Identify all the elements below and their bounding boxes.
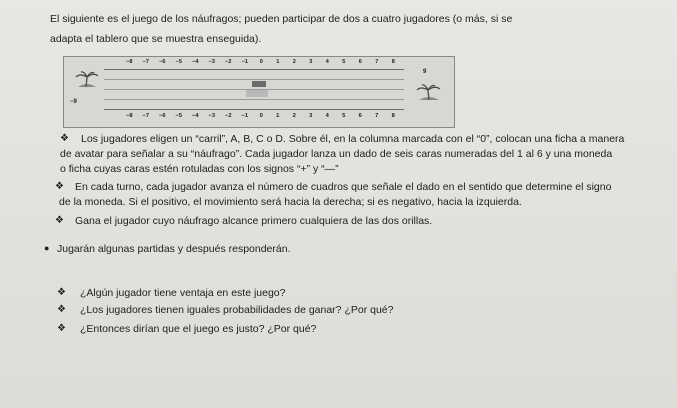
board-bottom-number: −5 xyxy=(175,113,183,119)
diamond-bullet-icon: ❖ xyxy=(57,287,66,298)
board-top-number: −2 xyxy=(225,59,232,65)
board-top-number: −7 xyxy=(142,59,149,65)
board-bottom-number: −3 xyxy=(208,113,216,119)
board-bottom-number: −6 xyxy=(158,113,166,119)
board-bottom-number: −7 xyxy=(142,113,150,119)
board-top-number: −6 xyxy=(159,59,166,65)
board-top-number: −1 xyxy=(241,59,248,65)
board-bottom-numbers xyxy=(121,113,402,119)
diamond-bullet-icon: ❖ xyxy=(55,215,64,226)
intro-line-1: El siguiente es el juego de los náufragos; pueden participar de dos a cuatro jugadores (o más, si se xyxy=(50,13,513,25)
board-top-numbers xyxy=(121,59,402,65)
round-bullet-icon: ● xyxy=(44,243,50,253)
board-bottom-number: 8 xyxy=(391,113,395,119)
rule-1-line-1: Los jugadores eligen un “carril”, A, B, C o D. Sobre él, en la columna marcada con el “0”, colocan una ficha a manera xyxy=(81,133,625,145)
board-top-number: 1 xyxy=(276,59,280,65)
instruction-text: Jugarán algunas partidas y después responderán. xyxy=(57,243,291,255)
lane-line xyxy=(104,79,404,80)
board-bottom-number: 3 xyxy=(309,113,313,119)
diamond-bullet-icon: ❖ xyxy=(57,323,66,334)
board-top-number: −3 xyxy=(208,59,215,65)
board-bottom-number: 7 xyxy=(375,113,379,119)
board-bottom-number: −4 xyxy=(191,113,199,119)
question-2: ¿Los jugadores tienen iguales probabilidades de ganar? ¿Por qué? xyxy=(80,304,394,316)
board-top-number: 0 xyxy=(259,59,263,65)
board-top-number: −5 xyxy=(175,59,182,65)
board-bottom-number: 6 xyxy=(358,113,362,119)
board-top-number: 6 xyxy=(358,59,362,65)
palm-island-left-icon xyxy=(74,71,100,89)
center-lane-marker xyxy=(246,90,268,97)
question-3: ¿Entonces dirían que el juego es justo? ¿Por qué? xyxy=(80,323,317,335)
board-top-number: −8 xyxy=(126,59,133,65)
board-bottom-number: 1 xyxy=(276,113,280,119)
left-shore-label: −9 xyxy=(70,99,77,105)
board-bottom-number: −8 xyxy=(125,113,133,119)
board-bottom-number: −2 xyxy=(224,113,232,119)
board-bottom-line xyxy=(104,109,404,110)
board-top-line xyxy=(104,69,404,70)
rule-1-line-3: o ficha cuyas caras estén rotuladas con los signos “+” y “—” xyxy=(60,163,339,175)
rule-2-line-1: En cada turno, cada jugador avanza el número de cuadros que señale el dado en el sentido que determine el signo xyxy=(75,181,612,193)
rule-2-line-2: de la moneda. Si el positivo, el movimiento será hacia la derecha; si es negativo, hacia la izquierda. xyxy=(59,196,522,208)
board-bottom-number: 0 xyxy=(259,113,263,119)
board-top-number: 4 xyxy=(325,59,329,65)
intro-line-2: adapta el tablero que se muestra enseguida). xyxy=(50,33,262,45)
question-1: ¿Algún jugador tiene ventaja en este juego? xyxy=(80,287,286,299)
board-top-number: 3 xyxy=(309,59,313,65)
board-bottom-number: 2 xyxy=(292,113,296,119)
diamond-bullet-icon: ❖ xyxy=(60,133,69,144)
diamond-bullet-icon: ❖ xyxy=(57,304,66,315)
board-top-number: 5 xyxy=(342,59,346,65)
board-bottom-number: −1 xyxy=(241,113,249,119)
board-bottom-number: 4 xyxy=(325,113,329,119)
board-top-number: 2 xyxy=(292,59,296,65)
game-board xyxy=(63,56,455,128)
diamond-bullet-icon: ❖ xyxy=(55,181,64,192)
board-top-number: −4 xyxy=(192,59,199,65)
center-lane-marker xyxy=(252,81,266,87)
palm-island-right-icon xyxy=(416,83,442,101)
board-bottom-number: 5 xyxy=(342,113,346,119)
board-top-number: 7 xyxy=(375,59,379,65)
board-top-number: 8 xyxy=(391,59,395,65)
lane-line xyxy=(104,99,404,100)
rule-1-line-2: de avatar para señalar a su “náufrago”. Cada jugador lanza un dado de seis caras numeradas del 1 al 6 y una moneda xyxy=(60,148,613,160)
right-shore-label: 9 xyxy=(423,69,427,75)
rule-3-line-1: Gana el jugador cuyo náufrago alcance primero cualquiera de las dos orillas. xyxy=(75,215,433,227)
